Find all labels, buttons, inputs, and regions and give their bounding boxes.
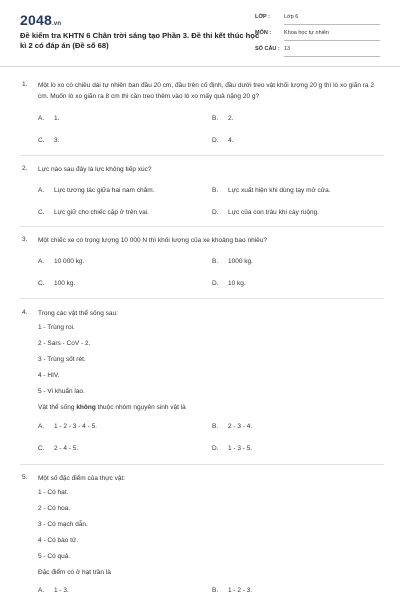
list-item: 1 - Có hạt. [38,489,69,496]
question-number: 2. [22,165,28,172]
answer-option-c[interactable]: C. 2 - 4 - 5. [38,445,79,452]
answer-option-c[interactable]: C. Lực giữ cho chiếc cặp ở trên vai. [38,209,149,216]
list-item: 3 - Có mạch dẫn. [38,521,88,528]
answer-option-a[interactable]: A. 1 - 3. [38,587,69,594]
answer-option-d[interactable]: D. 1 - 3 - 5. [212,445,253,452]
answer-option-c[interactable]: C. 100 kg. [38,280,76,287]
list-item: 5 - Có quả. [38,553,71,560]
question-prompt: Đặc điểm có ở hạt trần là [38,569,111,576]
subject-value: Khoa học tự nhiên [284,30,329,36]
question-divider [20,155,384,156]
list-item: 2 - Sars - CoV - 2. [38,340,91,347]
class-value: Lớp 6 [284,14,299,20]
list-item: 2 - Có hoa. [38,505,71,512]
class-underline [284,24,380,25]
answer-option-b[interactable]: B. 2. [212,115,234,122]
list-item: 5 - Vi khuẩn lao. [38,388,85,395]
answer-option-d[interactable]: D. 4. [212,137,234,144]
site-logo[interactable] [20,12,61,28]
question-divider [20,464,384,465]
question-number: 3. [22,236,28,243]
class-label: LỚP : [255,14,270,20]
list-item: 4 - Có bào tử. [38,537,79,544]
question-divider [20,298,384,299]
answer-option-b[interactable]: B. 2 - 3 - 4. [212,423,253,430]
question-number: 5. [22,474,28,481]
subject-underline [284,40,380,41]
subject-label: MÔN : [255,30,272,36]
answer-option-a[interactable]: A. 1 - 2 - 3 - 4 - 5. [38,423,97,430]
exam-header [0,0,400,67]
answer-option-b[interactable]: B. 1 - 2 - 3. [212,587,253,594]
question-number: 1. [22,81,28,88]
question-text: Lực nào sau đây là lực không tiếp xúc? [38,166,152,173]
question-text: Một lò xo có chiều dài tự nhiên ban đầu 20 cm, đầu trên cố định, đầu dưới treo vật khối lượng 20 g thì lò xo giãn ra 2 cm. Muốn lò xo giãn ra 8 cm thì cần treo thêm vào lò xo mấy quả nặng 20 g? [38,82,374,100]
list-item: 4 - HIV. [38,372,60,379]
list-item: 3 - Trùng sốt rét. [38,356,86,363]
answer-option-b[interactable]: B. Lực xuất hiện khi dùng tay mở cửa. [212,187,331,194]
exam-title: Đề kiểm tra KHTN 6 Chân trời sáng tạo Phần 3. Đề thi kết thúc học kì 2 có đáp án (Đề số 68) [20,31,260,50]
logo-main-text: 2048 [20,12,52,28]
logo-suffix-text: .vn [51,21,62,27]
question-prompt: Vật thể sống không thuộc nhóm nguyên sinh vật là [38,404,186,411]
question-divider [20,226,384,227]
answer-option-d[interactable]: D. 10 kg. [212,280,246,287]
emphasis-text: không [76,404,96,411]
question-number: 4. [22,309,28,316]
answer-option-c[interactable]: C. 3. [38,137,60,144]
question-count-label: SỐ CÂU : [255,46,280,52]
question-text: Một số đặc điểm của thực vật: [38,475,126,482]
question-text: Một chiếc xe có trọng lượng 10 000 N thì khối lượng của xe khoảng bao nhiêu? [38,237,267,244]
question-text: Trong các vật thể sống sau: [38,310,118,317]
question-count-value: 13 [284,46,291,52]
answer-option-a[interactable]: A. 10 000 kg. [38,258,85,265]
list-item: 1 - Trùng roi. [38,324,75,331]
count-underline [284,56,380,57]
answer-option-a[interactable]: A. Lực tương tác giữa hai nam châm. [38,187,155,194]
answer-option-a[interactable]: A. 1. [38,115,60,122]
answer-option-b[interactable]: B. 1000 kg. [212,258,253,265]
answer-option-d[interactable]: D. Lực của con trâu khi cày ruộng. [212,209,320,216]
